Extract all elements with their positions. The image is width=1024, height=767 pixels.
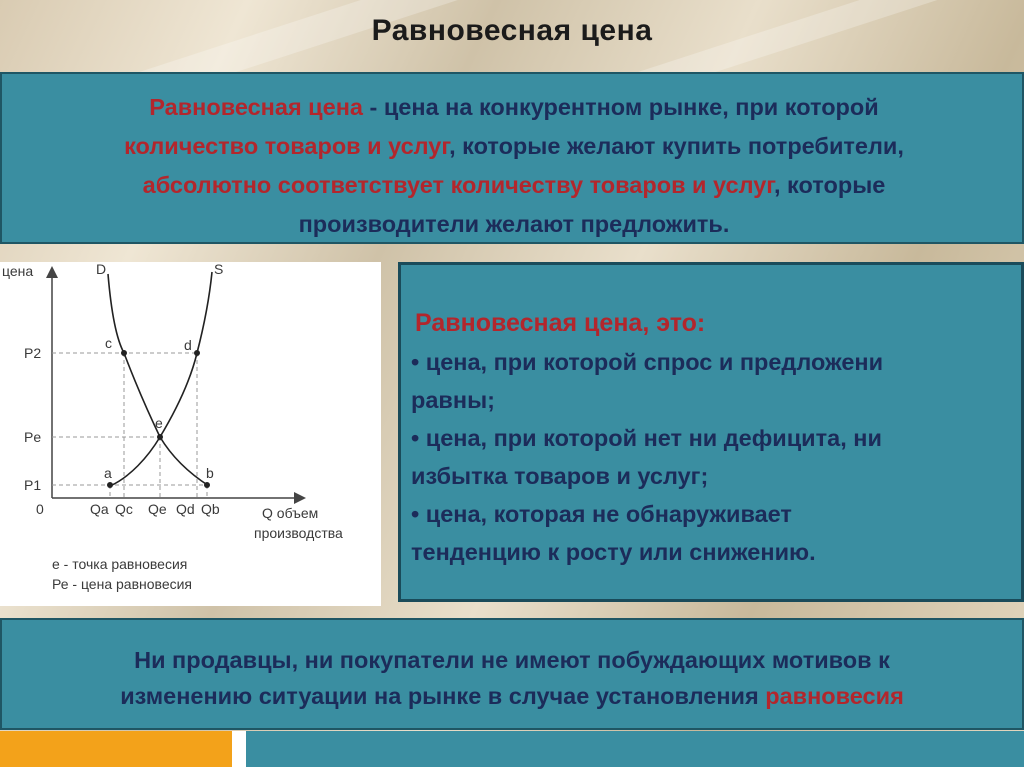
tick-qc: Qc [115, 501, 133, 517]
tick-pe: Pe [24, 429, 42, 445]
tick-p2: P2 [24, 345, 42, 361]
definition-part: , которые [774, 172, 886, 198]
legend-line-2: Ре - цена равновесия [52, 576, 192, 592]
conclusion-panel [0, 618, 1024, 730]
bullet-item-2-cont: избытка товаров и услуг; [411, 463, 709, 489]
legend-line-1: е - точка равновесия [52, 556, 188, 572]
bullet-item-1: • цена, при которой спрос и предложени [411, 349, 884, 375]
definition-term: Равновесная цена [149, 94, 363, 120]
conclusion-highlight: равновесия [765, 683, 904, 709]
footer-bar [0, 731, 1024, 767]
footer-accent-teal [246, 731, 1024, 767]
definition-part: , которые желают купить потребители, [449, 133, 904, 159]
bullet-item-3-cont: тенденцию к росту или снижению. [411, 539, 816, 565]
tick-qb: Qb [201, 501, 220, 517]
demand-curve [108, 274, 209, 486]
footer-accent-orange [0, 731, 232, 767]
slide-title: Равновесная цена [371, 14, 653, 47]
tick-qe: Qe [148, 501, 167, 517]
label-b: b [206, 465, 214, 481]
origin-label: 0 [36, 501, 44, 517]
supply-label: S [214, 262, 224, 277]
bullet-item-1-cont: равны; [411, 387, 495, 413]
x-axis-label-2: производства [254, 525, 343, 541]
point-c [121, 350, 127, 356]
y-axis-label: цена [2, 263, 34, 279]
demand-label: D [96, 262, 107, 277]
definition-part: - цена на конкурентном рынке, при которой [362, 94, 879, 120]
tick-p1: P1 [24, 477, 42, 493]
definition-highlight: абсолютно соответствует количеству товаров и услуг [142, 172, 774, 198]
tick-qd: Qd [176, 501, 195, 517]
point-b [204, 482, 210, 488]
conclusion-text [6, 642, 1018, 714]
label-a: a [104, 465, 112, 481]
points-panel [398, 262, 1024, 602]
definition-text [12, 88, 1016, 244]
label-e: e [155, 415, 163, 431]
label-c: c [105, 335, 112, 351]
definition-panel [0, 72, 1024, 244]
point-e [157, 434, 163, 440]
point-d [194, 350, 200, 356]
conclusion-line-2: изменению ситуации на рынке в случае установления [120, 683, 766, 709]
tick-qa: Qa [90, 501, 109, 517]
bullet-item-2: • цена, при которой нет ни дефицита, ни [411, 425, 882, 451]
definition-highlight: количество товаров и услуг [124, 133, 450, 159]
footer-divider [232, 731, 246, 767]
label-d: d [184, 337, 192, 353]
supply-demand-graph [0, 262, 381, 606]
point-a [107, 482, 113, 488]
conclusion-line-1: Ни продавцы, ни покупатели не имеют побуждающих мотивов к [134, 647, 890, 673]
x-axis-label: Q объем [262, 505, 319, 521]
bullet-item-3: • цена, которая не обнаруживает [411, 501, 792, 527]
definition-part: производители желают предложить. [298, 211, 730, 237]
points-title: Равновесная цена, это: [415, 309, 706, 337]
